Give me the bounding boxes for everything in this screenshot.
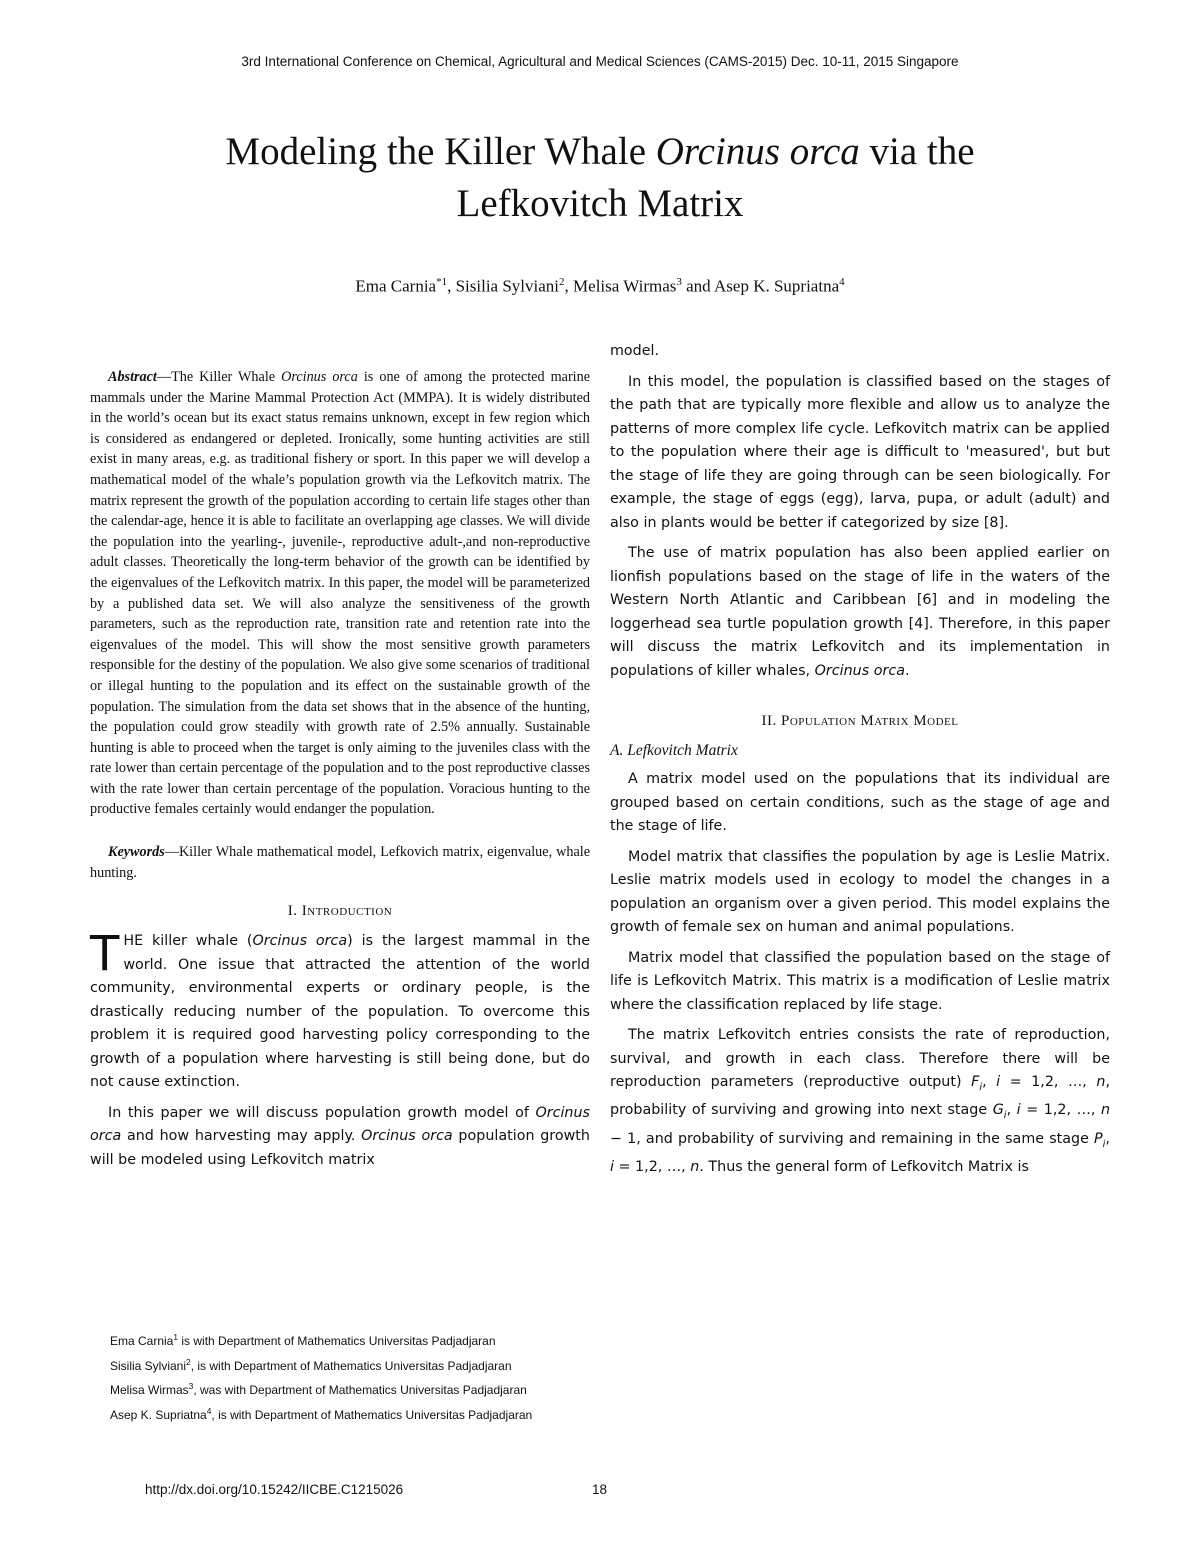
- page-number: 18: [592, 1482, 608, 1497]
- text-run: Asep K. Supriatna: [110, 1407, 207, 1422]
- footnote: [90, 1328, 590, 1352]
- author-affiliation-mark: 2: [559, 276, 565, 288]
- text-run: A matrix model used on the populations that its individual are grouped based on certain conditions, such as the stage of age and the stage of life.: [610, 771, 1110, 834]
- subscript: i: [1102, 1138, 1106, 1150]
- superscript: 2: [186, 1356, 191, 1367]
- superscript: 3: [188, 1381, 194, 1391]
- title-species: Orcinus orca: [655, 130, 860, 173]
- superscript: 1: [173, 1332, 179, 1342]
- text-run: , probability of surviving and growing into next stage: [610, 1074, 1110, 1119]
- author-name: Melisa Wirmas: [573, 276, 677, 296]
- text-run: = 1,2, …,: [1000, 1074, 1097, 1090]
- author-footnotes: [90, 1328, 590, 1426]
- paragraph: [610, 768, 1110, 839]
- italic-text: F: [971, 1074, 980, 1090]
- left-column: [90, 367, 590, 1179]
- keywords: [90, 842, 590, 883]
- text-run: Matrix model that classified the population based on the stage of life is Lefkovitch Matrix. This matrix is a modification of Leslie matrix where the classification replaced by life stage.: [610, 949, 1110, 1013]
- paragraph: [610, 846, 1110, 940]
- text-run: Melisa Wirmas: [110, 1383, 189, 1397]
- title-text: Modeling the Killer Whale: [225, 130, 656, 173]
- author-separator: and: [681, 276, 714, 296]
- paragraph: [610, 947, 1110, 1018]
- drop-cap: T: [90, 926, 120, 983]
- italic-text: P: [1094, 1130, 1103, 1147]
- author-name: Ema Carnia: [355, 276, 437, 296]
- subsection-heading: A. Lefkovitch Matrix: [610, 742, 738, 759]
- author-affiliation-mark: 4: [839, 276, 845, 288]
- text-run: , is with Department of Mathematics Universitas Padjadjaran: [190, 1358, 512, 1373]
- text-run: . Thus the general form of Lefkovitch Matrix is: [699, 1159, 1029, 1176]
- footnote: [90, 1402, 590, 1426]
- conference-header: 3rd International Conference on Chemical, Agricultural and Medical Sciences (CAMS-2015) Dec. 10-11, 2015 Singapore: [241, 54, 959, 69]
- paper-title: [100, 126, 1100, 230]
- subscript: i: [1003, 1110, 1007, 1122]
- title-text: via the: [859, 130, 975, 173]
- text-run: ,: [1105, 1130, 1110, 1147]
- paragraph: [610, 542, 1110, 683]
- text-run: HE killer whale (: [123, 933, 253, 950]
- right-column: [610, 340, 1110, 1187]
- text-run: —The Killer Whale: [156, 369, 282, 385]
- paragraph: [610, 371, 1110, 536]
- italic-text: Orcinus orca: [252, 933, 348, 950]
- text-run: , is with Department of Mathematics Universitas Padjadjaran: [211, 1407, 533, 1422]
- author-separator: ,: [564, 276, 574, 296]
- title-text: Lefkovitch Matrix: [456, 182, 744, 225]
- italic-text: n: [1096, 1074, 1106, 1090]
- text-run: ) is the largest mammal in the world. One issue that attracted the attention of the world community, environmental experts or ordinary people, is the drastically reducing number of the population. To overcome this problem it is required good harvesting policy corresponding to the growth of a population where harvesting is still being done, but do not cause extinction.: [90, 933, 590, 1091]
- text-run: = 1,2, …,: [613, 1159, 691, 1176]
- section-heading-population-matrix-model: II. Population Matrix Model: [761, 713, 959, 729]
- footnote: [90, 1377, 590, 1401]
- text-run: In this paper we will discuss population growth model of: [108, 1104, 536, 1121]
- text-run: Sisilia Sylviani: [110, 1358, 187, 1373]
- text-run: population growth will be modeled using Lefkovitch matrix: [90, 1128, 590, 1168]
- text-run: = 1,2, …,: [1020, 1102, 1101, 1119]
- paragraph: [90, 1102, 590, 1173]
- section-heading-introduction: I. Introduction: [287, 903, 393, 920]
- italic-text: Orcinus orca: [814, 662, 905, 679]
- text-run: model.: [610, 343, 660, 359]
- author-name: Asep K. Supriatna: [714, 276, 840, 296]
- text-run: ,: [1006, 1102, 1017, 1119]
- author-affiliation-mark: *1: [436, 276, 448, 288]
- text-run: is one of among the protected marine mammals under the Marine Mammal Protection Act (MMPA). It is widely distributed in the world’s ocean but its exact status remains unknown, except in few region which is considered as endangered or depleted. Ironically, some hunting activities are still exist in many areas, e.g. as traditional fishery or sport. In this paper we will develop a mathematical model of the whale’s population growth via the Lefkovitch matrix. The matrix represent the growth of the population according to certain life stages other than the calendar-age, hence it is able to facilitate an overlapping age classes. We will divide the population into the yearling-, juvenile-, reproductive adult-,and non-reproductive adult classes. Theoretically the long-term behavior of the growth can be identified by the eigenvalues of the Lefkovitch matrix. In this paper, the model will be parameterized by a published data set. We will also analyze the sensitiveness of the growth parameters, such as the reproduction rate, transition rate and retention rate into the eigenvalues of the model. This will show the most sensitive growth parameters responsible for the destiny of the population. We also give some scenarios of traditional or illegal hunting to the population and its effect on the sustainable growth of the population. The simulation from the data set shows that in the absence of the hunting, the population could grow steadily with growth rate of 2.5% annually. Sustainable hunting is able to proceed when the target is only aiming to the juveniles class with the rate lower than certain percentage of the population and to the post reproductive classes with the rate lower than certain percentage of the population. Voracious hunting to the productive females certainly would endanger the population.: [90, 369, 590, 818]
- paragraph: [90, 926, 590, 1095]
- italic-text: i: [1016, 1102, 1021, 1119]
- italic-text: i: [996, 1074, 1001, 1090]
- text-run: ,: [982, 1074, 997, 1090]
- paragraph: [610, 1024, 1110, 1180]
- text-run: and how harvesting may apply.: [121, 1128, 362, 1145]
- doi-link[interactable]: http://dx.doi.org/10.15242/IICBE.C1215026: [145, 1482, 404, 1497]
- author-affiliation-mark: 3: [676, 276, 682, 288]
- italic-text: Orcinus orca: [281, 369, 358, 385]
- text-run: Ema Carnia: [110, 1334, 174, 1348]
- italic-text: n: [690, 1159, 700, 1176]
- abstract-label: Abstract: [108, 369, 157, 385]
- italic-text: Orcinus orca: [90, 1104, 590, 1145]
- text-run: .: [904, 662, 910, 679]
- text-run: The use of matrix population has also been applied earlier on lionfish populations based on the stage of life in the waters of the Western North Atlantic and Caribbean [6] and in modeling the loggerhead sea turtle population growth [4]. Therefore, in this paper will discuss the matrix Lefkovitch and its implementation in populations of killer whales,: [610, 545, 1110, 679]
- text-run: The matrix Lefkovitch entries consists the rate of reproduction, survival, and growth in each class. Therefore there will be reproduction parameters (reproductive output): [610, 1027, 1110, 1090]
- keywords-text: —Killer Whale mathematical model, Lefkovich matrix, eigenvalue, whale hunting.: [90, 844, 590, 881]
- author-separator: ,: [447, 276, 456, 296]
- text-run: is with Department of Mathematics Universitas Padjadjaran: [178, 1334, 496, 1348]
- author-list: [100, 276, 1100, 297]
- italic-text: G: [992, 1102, 1004, 1119]
- text-run: , was with Department of Mathematics Universitas Padjadjaran: [193, 1383, 527, 1397]
- footnote: [90, 1353, 590, 1377]
- keywords-label: Keywords: [108, 844, 165, 861]
- italic-text: i: [610, 1159, 614, 1176]
- author-name: Sisilia Sylviani: [455, 276, 560, 296]
- paragraph: [610, 340, 1110, 364]
- abstract: [90, 367, 590, 820]
- italic-text: Orcinus orca: [361, 1128, 453, 1145]
- text-run: In this model, the population is classified based on the stages of the path that are typically more flexible and allow us to analyze the patterns of more complex life cycle. Lefkovitch matrix can be applied to the population where their age is difficult to 'measured', but but the stage of life they are going through can be seen biologically. For example, the stage of eggs (egg), larva, pupa, or adult (adult) and also in plants would be better if categorized by size [8].: [610, 373, 1110, 531]
- italic-text: n: [1100, 1102, 1111, 1119]
- subscript: i: [979, 1081, 983, 1093]
- text-run: Model matrix that classifies the population by age is Leslie Matrix. Leslie matrix models used in ecology to model the changes in a population an organism over a given period. This model explains the growth of female sex on human and animal populations.: [610, 848, 1110, 935]
- superscript: 4: [206, 1405, 212, 1416]
- text-run: − 1, and probability of surviving and remaining in the same stage: [610, 1130, 1095, 1147]
